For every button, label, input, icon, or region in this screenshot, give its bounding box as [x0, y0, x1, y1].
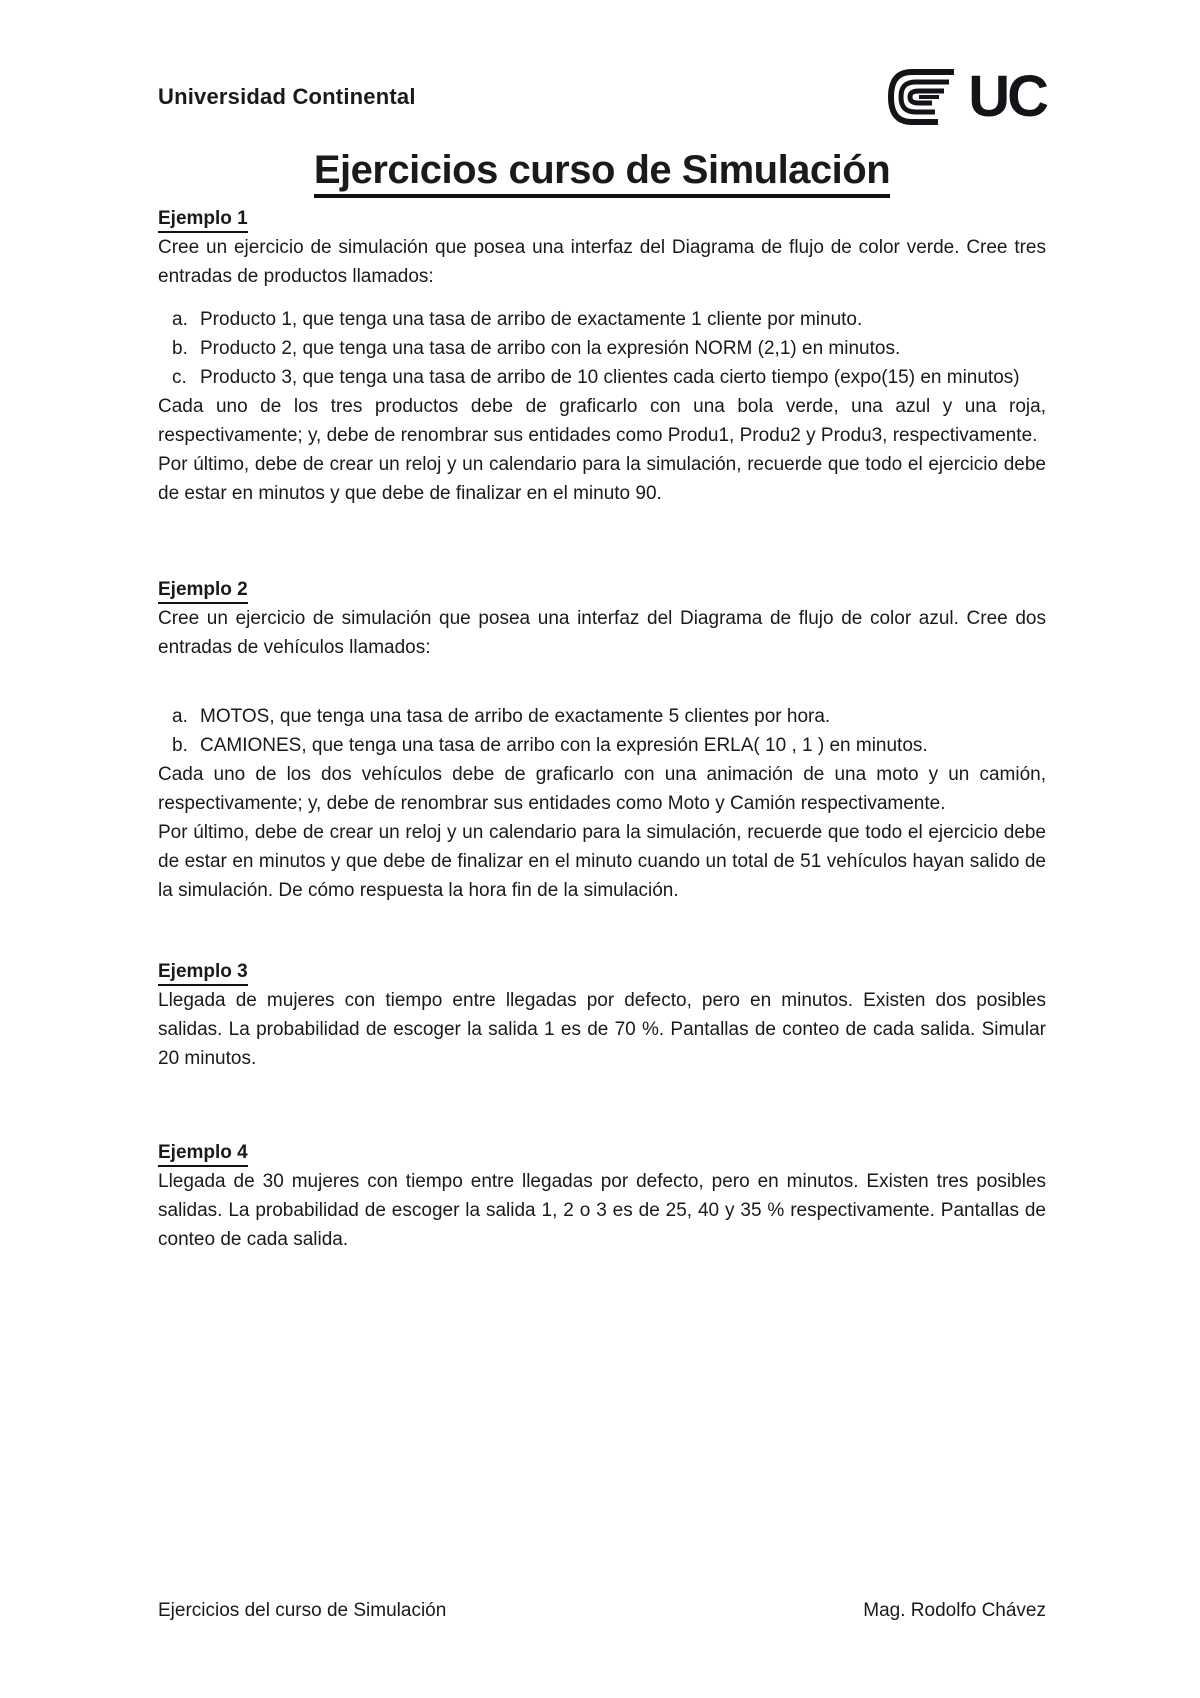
footer-left-text: Ejercicios del curso de Simulación — [158, 1600, 447, 1621]
paragraph: Llegada de 30 mujeres con tiempo entre llegadas por defecto, pero en minutos. Existen tres posibles salidas. La probabilidad de escoger la salida 1, 2 o 3 es de 25, 40 y 35 % respectivamente. Pantallas de conteo de cada salida. — [158, 1171, 1046, 1250]
institution-name: Universidad Continental — [158, 84, 416, 109]
list-marker: b. — [172, 338, 188, 359]
document-header — [158, 62, 1046, 138]
logo-uc-text: UC — [968, 64, 1046, 129]
paragraph: Por último, debe de crear un reloj y un calendario para la simulación, recuerde que todo el ejercicio debe de estar en minutos y que debe de finalizar en el minuto cuando un total de 51 vehículos hayan salido de la simulación. De cómo respuesta la hora fin de la simulación. — [158, 822, 1046, 901]
list-item: a. Producto 1, que tenga una tasa de arribo de exactamente 1 cliente por minuto. — [172, 305, 1046, 334]
footer-right-text: Mag. Rodolfo Chávez — [863, 1600, 1046, 1621]
section-heading: Ejemplo 1 — [158, 207, 1046, 233]
paragraph: Llegada de mujeres con tiempo entre llegadas por defecto, pero en minutos. Existen dos posibles salidas. La probabilidad de escoger la salida 1 es de 70 %. Pantallas de conteo de cada salida. Simular 20 minutos. — [158, 990, 1046, 1069]
section-heading: Ejemplo 2 — [158, 578, 1046, 604]
list-marker: b. — [172, 735, 188, 756]
lettered-list — [158, 305, 1046, 392]
list-item: a. MOTOS, que tenga una tasa de arribo de exactamente 5 clientes por hora. — [172, 702, 1046, 731]
section-ejemplo-1 — [158, 207, 1046, 508]
section-ejemplo-4 — [158, 1141, 1046, 1254]
title-container — [158, 148, 1046, 198]
list-marker: c. — [172, 367, 187, 388]
section-ejemplo-2 — [158, 578, 1046, 905]
document-title: Ejercicios curso de Simulación — [314, 148, 890, 198]
section-ejemplo-3 — [158, 960, 1046, 1073]
section-heading: Ejemplo 3 — [158, 960, 1046, 986]
university-logo — [886, 64, 1046, 130]
concentric-c-mark-icon — [886, 64, 960, 130]
paragraph: Cree un ejercicio de simulación que posea una interfaz del Diagrama de flujo de color azul. Cree dos entradas de vehículos llamados: — [158, 608, 1046, 658]
paragraph: Cada uno de los tres productos debe de graficarlo con una bola verde, una azul y una roja, respectivamente; y, debe de renombrar sus entidades como Produ1, Produ2 y Produ3, respectivamente. — [158, 396, 1046, 446]
list-item: c. Producto 3, que tenga una tasa de arribo de 10 clientes cada cierto tiempo (expo(15) en minutos) — [172, 363, 1046, 392]
list-item: b. CAMIONES, que tenga una tasa de arribo con la expresión ERLA( 10 , 1 ) en minutos. — [172, 731, 1046, 760]
section-heading: Ejemplo 4 — [158, 1141, 1046, 1167]
document-footer — [158, 1597, 1046, 1624]
list-item: b. Producto 2, que tenga una tasa de arribo con la expresión NORM (2,1) en minutos. — [172, 334, 1046, 363]
paragraph: Por último, debe de crear un reloj y un calendario para la simulación, recuerde que todo el ejercicio debe de estar en minutos y que debe de finalizar en el minuto 90. — [158, 454, 1046, 504]
list-marker: a. — [172, 706, 188, 727]
paragraph: Cree un ejercicio de simulación que posea una interfaz del Diagrama de flujo de color verde. Cree tres entradas de productos llamados: — [158, 237, 1046, 287]
lettered-list — [158, 702, 1046, 760]
paragraph: Cada uno de los dos vehículos debe de graficarlo con una animación de una moto y un camión, respectivamente; y, debe de renombrar sus entidades como Moto y Camión respectivamente. — [158, 764, 1046, 814]
list-marker: a. — [172, 309, 188, 330]
